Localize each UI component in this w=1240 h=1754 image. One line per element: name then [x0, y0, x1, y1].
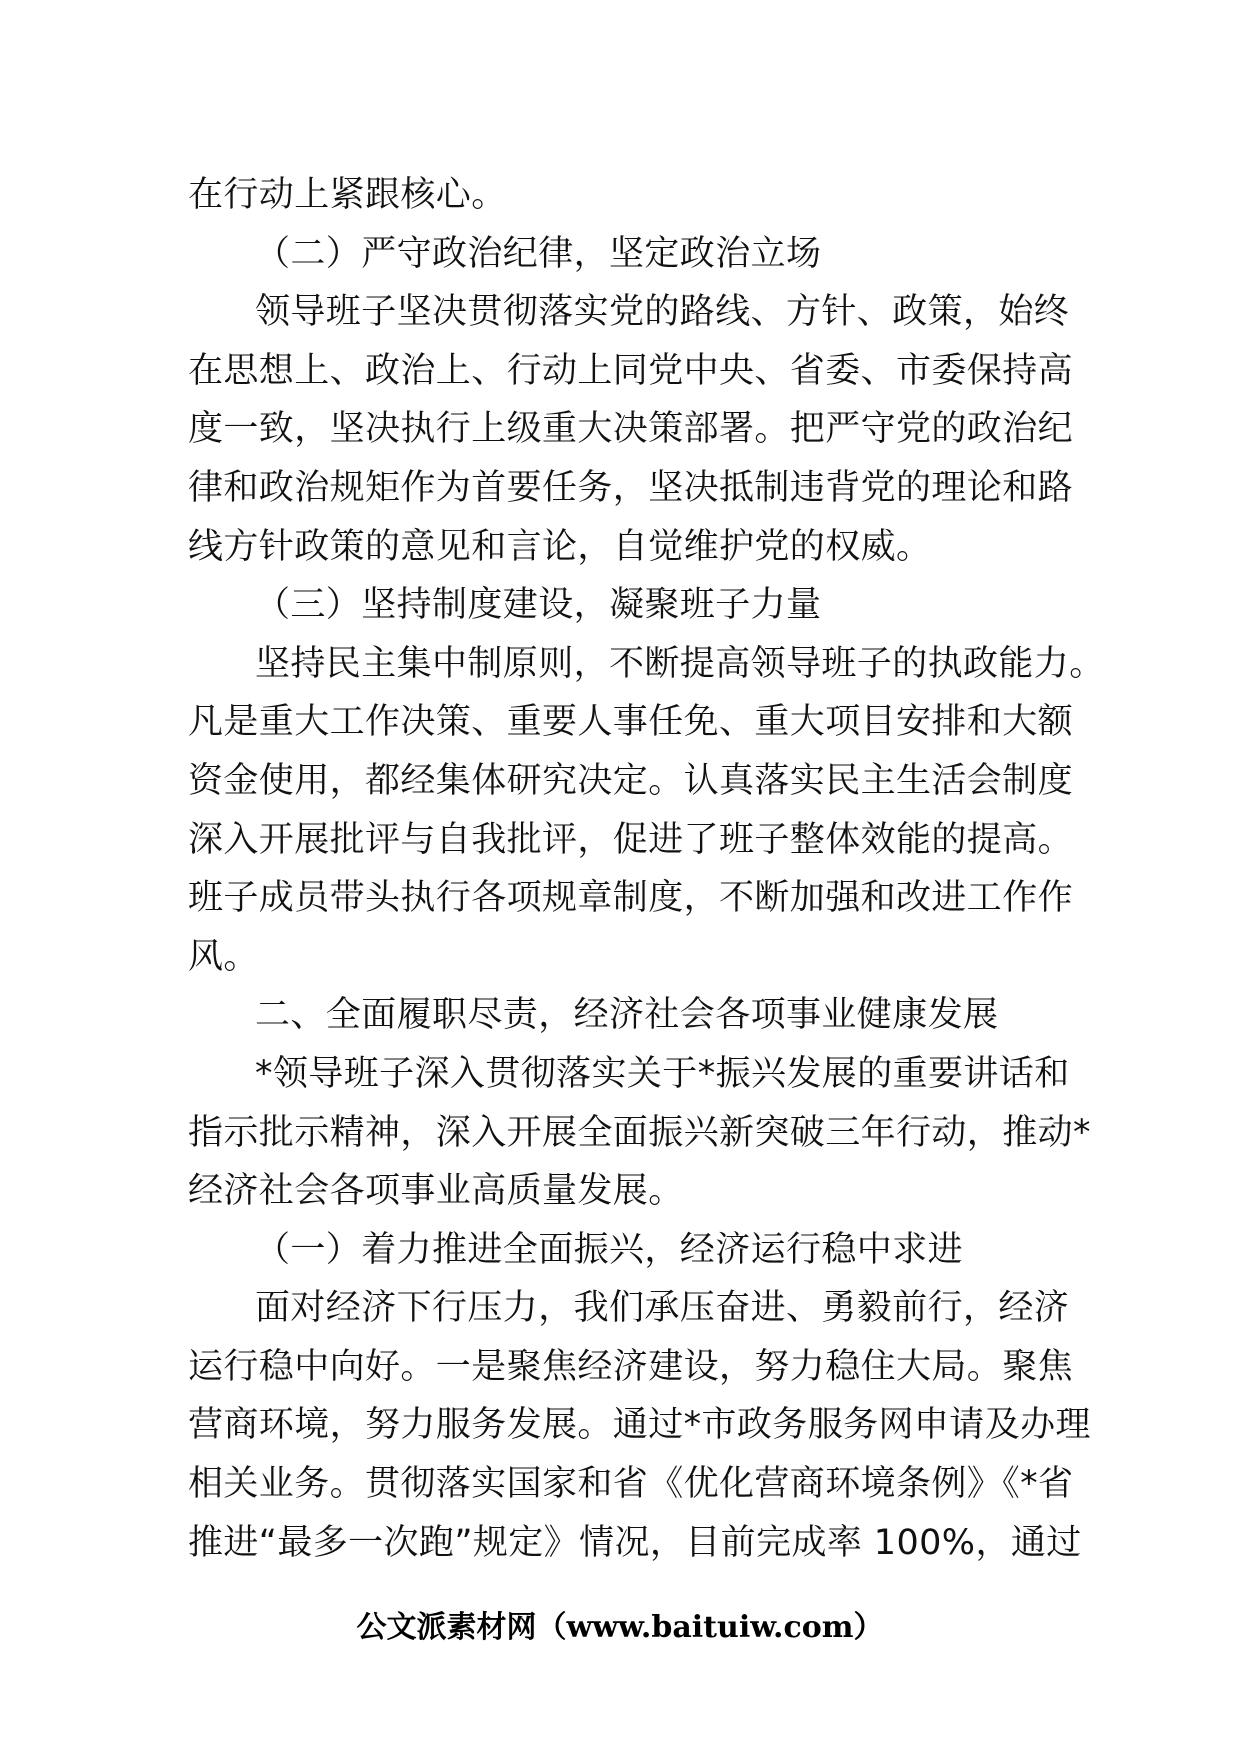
- text-line: [188, 1279, 1068, 1338]
- line-text: （一）着力推进全面振兴，经济运行稳中求进: [255, 1229, 964, 1270]
- line-text: 经济社会各项事业高质量发展。: [188, 1171, 684, 1212]
- line-text: 领导班子坚决贯彻落实党的路线、方针、政策，始终: [255, 292, 1070, 333]
- text-line: [188, 166, 1068, 225]
- line-text: 班子成员带头执行各项规章制度，不断加强和改进工作作: [188, 878, 1074, 919]
- footer-text: 公文派素材网（www.baituiw.com）: [356, 1610, 884, 1645]
- line-text: 二、全面履职尽责，经济社会各项事业健康发展: [255, 995, 999, 1036]
- line-text: （二）严守政治纪律，坚定政治立场: [255, 233, 822, 274]
- line-text: 推进“最多一次跑”规定》情况，目前完成率 100%，通过: [188, 1522, 1082, 1563]
- document-body: [188, 166, 1105, 1572]
- text-line: [188, 869, 1074, 928]
- line-text: 线方针政策的意见和言论，自觉维护党的权威。: [188, 526, 932, 567]
- line-text: 面对经济下行压力，我们承压奋进、勇毅前行，经济: [255, 1288, 1070, 1329]
- line-text: 风。: [188, 936, 259, 977]
- section-heading: [188, 225, 1068, 284]
- line-text: 度一致，坚决执行上级重大决策部署。把严守党的政治纪: [188, 409, 1074, 450]
- text-line: [188, 400, 1074, 459]
- footer-watermark: [0, 1608, 1240, 1648]
- section-heading: [188, 1221, 1068, 1280]
- text-line: [188, 1162, 1068, 1221]
- line-text: 营商环境，努力服务发展。通过*市政务服务网申请及办理: [188, 1405, 1091, 1446]
- text-line: [188, 1338, 1074, 1397]
- text-line: [188, 928, 1068, 987]
- text-line: [188, 1455, 1074, 1514]
- line-text: （三）坚持制度建设，凝聚班子力量: [255, 585, 822, 626]
- section-heading: [188, 986, 1068, 1045]
- text-line: [188, 1104, 1091, 1163]
- section-heading: [188, 576, 1068, 635]
- text-line: [188, 459, 1074, 518]
- line-text: 在思想上、政治上、行动上同党中央、省委、市委保持高: [188, 350, 1074, 391]
- text-line: [188, 1045, 1068, 1104]
- line-text: 坚持民主集中制原则，不断提高领导班子的执政能力。: [255, 643, 1105, 684]
- text-line: [188, 1396, 1091, 1455]
- line-text: 运行稳中向好。一是聚焦经济建设，努力稳住大局。聚焦: [188, 1346, 1074, 1387]
- line-text: 深入开展批评与自我批评，促进了班子整体效能的提高。: [188, 819, 1074, 860]
- line-text: 资金使用，都经集体研究决定。认真落实民主生活会制度: [188, 760, 1074, 801]
- line-text: 指示批示精神，深入开展全面振兴新突破三年行动，推动*: [188, 1112, 1091, 1153]
- text-line: [188, 283, 1068, 342]
- text-line: [188, 693, 1074, 752]
- line-text: 律和政治规矩作为首要任务，坚决抵制违背党的理论和路: [188, 467, 1074, 508]
- text-line: [188, 811, 1074, 870]
- line-text: 凡是重大工作决策、重要人事任免、重大项目安排和大额: [188, 702, 1074, 743]
- text-line: [188, 635, 1105, 694]
- text-line: [188, 342, 1074, 401]
- text-line: [188, 752, 1074, 811]
- line-text: 相关业务。贯彻落实国家和省《优化营商环境条例》《*省: [188, 1464, 1074, 1505]
- text-line: [188, 1514, 1082, 1573]
- line-text: 在行动上紧跟核心。: [188, 175, 507, 215]
- text-line: [188, 518, 1068, 577]
- line-text: *领导班子深入贯彻落实关于*振兴发展的重要讲话和: [255, 1053, 1070, 1094]
